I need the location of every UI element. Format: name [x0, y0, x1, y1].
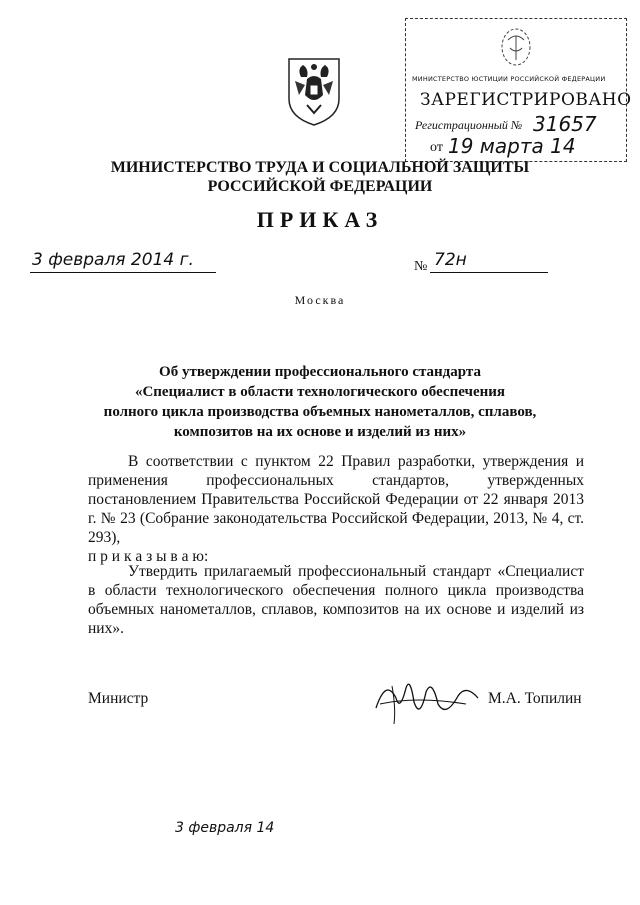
- document-title: [60, 362, 580, 442]
- city: Москва: [294, 293, 346, 307]
- para2-text: Утвердить прилагаемый профессиональный стандарт «Специалист в области технологического обеспечения полного цикла производства объемных нанометаллов, сплавов, композитов на их основе и изделий из них».: [88, 563, 584, 637]
- ministry-name: [0, 158, 640, 196]
- stamp-date: 19 марта 14: [448, 134, 576, 158]
- stamp-regno-label: Регистрационный №: [415, 118, 523, 132]
- body-paragraph-1: [88, 452, 584, 566]
- title-line-1: Об утверждении профессионального стандарта: [159, 364, 481, 380]
- number-label: №: [414, 259, 428, 274]
- footer-handwritten-date: 3 февраля 14: [175, 820, 275, 836]
- date-handwritten: 3 февраля 2014 г.: [32, 250, 194, 270]
- stamp-emblem-icon: [488, 24, 544, 70]
- para1-text: В соответствии с пунктом 22 Правил разработки, утверждения и применения профессиональных стандартов, утвержденных постановлением Правительства Российской Федерации от 22 января 2013 г. № 23 (Собрание законодательства Российской Федерации, 2013, № 4, ст. 293),: [88, 453, 584, 546]
- signature-icon: [366, 668, 486, 730]
- document-type: ПРИКАЗ: [256, 207, 384, 232]
- title-line-4: композитов на их основе и изделий из них»: [173, 424, 467, 440]
- coat-of-arms-icon: [283, 55, 345, 127]
- stamp-ministry: МИНИСТЕРСТВО ЮСТИЦИИ РОССИЙСКОЙ ФЕДЕРАЦИИ: [412, 75, 606, 83]
- stamp-regno: 31657: [533, 112, 597, 136]
- title-line-3: полного цикла производства объемных нанометаллов, сплавов,: [103, 404, 537, 420]
- stamp-date-prefix: от: [430, 140, 443, 155]
- stamp-registered: ЗАРЕГИСТРИРОВАНО: [420, 90, 632, 110]
- title-line-2: «Специалист в области технологического обеспечения: [134, 384, 506, 400]
- number-handwritten: 72н: [434, 250, 467, 270]
- signer-name: М.А. Топилин: [488, 690, 582, 707]
- ministry-line-2: РОССИЙСКОЙ ФЕДЕРАЦИИ: [207, 178, 433, 195]
- body-paragraph-2: [88, 562, 584, 638]
- order-word: п р и к а з ы в а ю:: [88, 548, 209, 565]
- ministry-line-1: МИНИСТЕРСТВО ТРУДА И СОЦИАЛЬНОЙ ЗАЩИТЫ: [110, 159, 530, 176]
- signer-title: Министр: [88, 690, 149, 707]
